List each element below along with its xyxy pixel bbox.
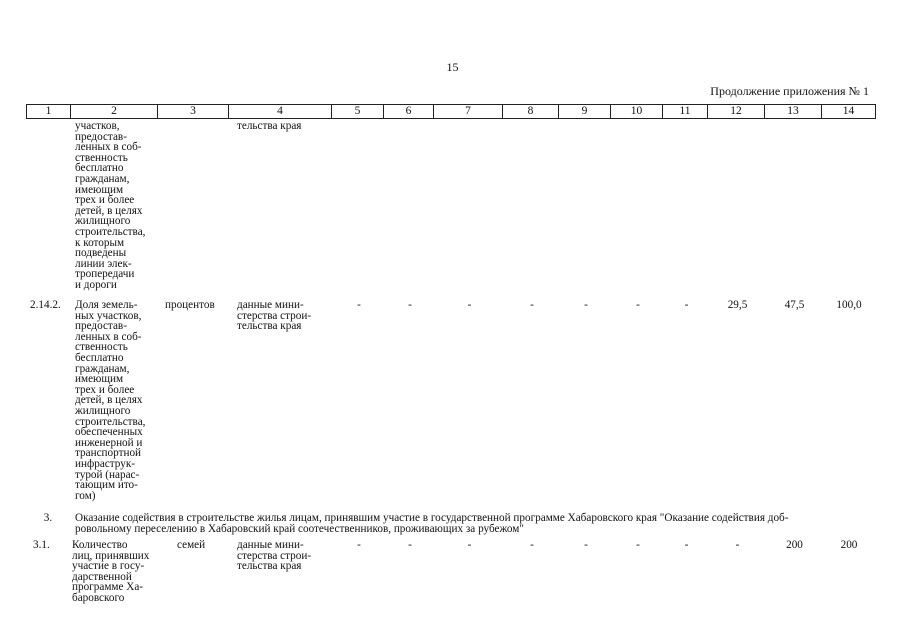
row-2-14-2-col8: - [530, 299, 534, 311]
column-header-6: 6 [384, 105, 434, 119]
column-header-1: 1 [27, 105, 71, 119]
row-2-14-2-name: Доля земель- ных участков, предостав- ленных в соб- ственность бесплатно гражданам, имеющим трех и более детей, в целях жилищного строительства, обеспеченных инженерной и транспортной инфраструк- турой (нарас- тающим ито- гом) [75, 299, 146, 502]
row-3-1-col14: 200 [840, 539, 858, 551]
row-3-1-source: данные мини- стерства строи- тельства края [237, 539, 312, 573]
row-3-1-col13: 200 [786, 539, 803, 551]
row-3-1-col6: - [408, 539, 412, 551]
row-3-1-col10: - [636, 539, 640, 551]
page-number: 15 [446, 60, 459, 74]
column-number-header [26, 104, 876, 119]
column-header-13: 13 [765, 105, 822, 119]
row-2-14-2-col5: - [357, 299, 361, 311]
section-3-title: Оказание содействия в строительстве жилья лицам, принявшим участие в государственной программе Хабаровского края "Оказание содействия доб- ровольному переселению в Хабаровский край соотечественников, проживающих за рубежом" [75, 512, 789, 535]
row-2-14-2-col11: - [684, 299, 689, 311]
row-3-1-number: 3.1. [33, 539, 50, 551]
column-header-10: 10 [611, 105, 663, 119]
column-header-4: 4 [229, 105, 332, 119]
column-header-5: 5 [332, 105, 384, 119]
row-3-1-col9: - [584, 539, 588, 551]
column-header-8: 8 [503, 105, 559, 119]
column-header-11: 11 [663, 105, 708, 119]
row-3-1-col11: - [684, 539, 689, 551]
row-2-14-2-unit: процентов [165, 299, 215, 311]
column-header-12: 12 [708, 105, 765, 119]
column-header-3: 3 [158, 105, 229, 119]
row-3-1-name: Количество лиц, принявших участие в госу- дарственной программе Ха- баровского [72, 539, 150, 604]
row-3-1-col5: - [357, 539, 361, 551]
row-2-14-2-number: 2.14.2. [30, 299, 61, 311]
column-header-7: 7 [434, 105, 503, 119]
section-3-number: 3. [43, 512, 53, 524]
row-3-1-col12: - [735, 539, 740, 551]
column-header-14: 14 [822, 105, 876, 119]
row-2-14-2-col7: - [467, 299, 472, 311]
continuation-caption: Продолжение приложения № 1 [710, 84, 869, 98]
row-2-14-2-col9: - [584, 299, 588, 311]
row-3-1-unit: семей [177, 539, 206, 551]
row-3-1-col7: - [467, 539, 472, 551]
row-2-14-2-col12: 29,5 [727, 299, 748, 311]
row-2-14-2-col13: 47,5 [784, 299, 805, 311]
carryover-name: участков, предостав- ленных в соб- ственность бесплатно гражданам, имеющим трех и более детей, в целях жилищного строительства, к которым подведены линии элек- тропередачи и дороги [75, 120, 146, 291]
row-2-14-2-col14: 100,0 [836, 299, 862, 311]
row-2-14-2-col6: - [408, 299, 412, 311]
row-2-14-2-col10: - [636, 299, 640, 311]
row-2-14-2-source: данные мини- стерства строи- тельства края [237, 299, 312, 333]
carryover-source: тельства края [237, 120, 302, 132]
row-3-1-col8: - [530, 539, 534, 551]
column-header-2: 2 [71, 105, 158, 119]
column-header-9: 9 [559, 105, 611, 119]
